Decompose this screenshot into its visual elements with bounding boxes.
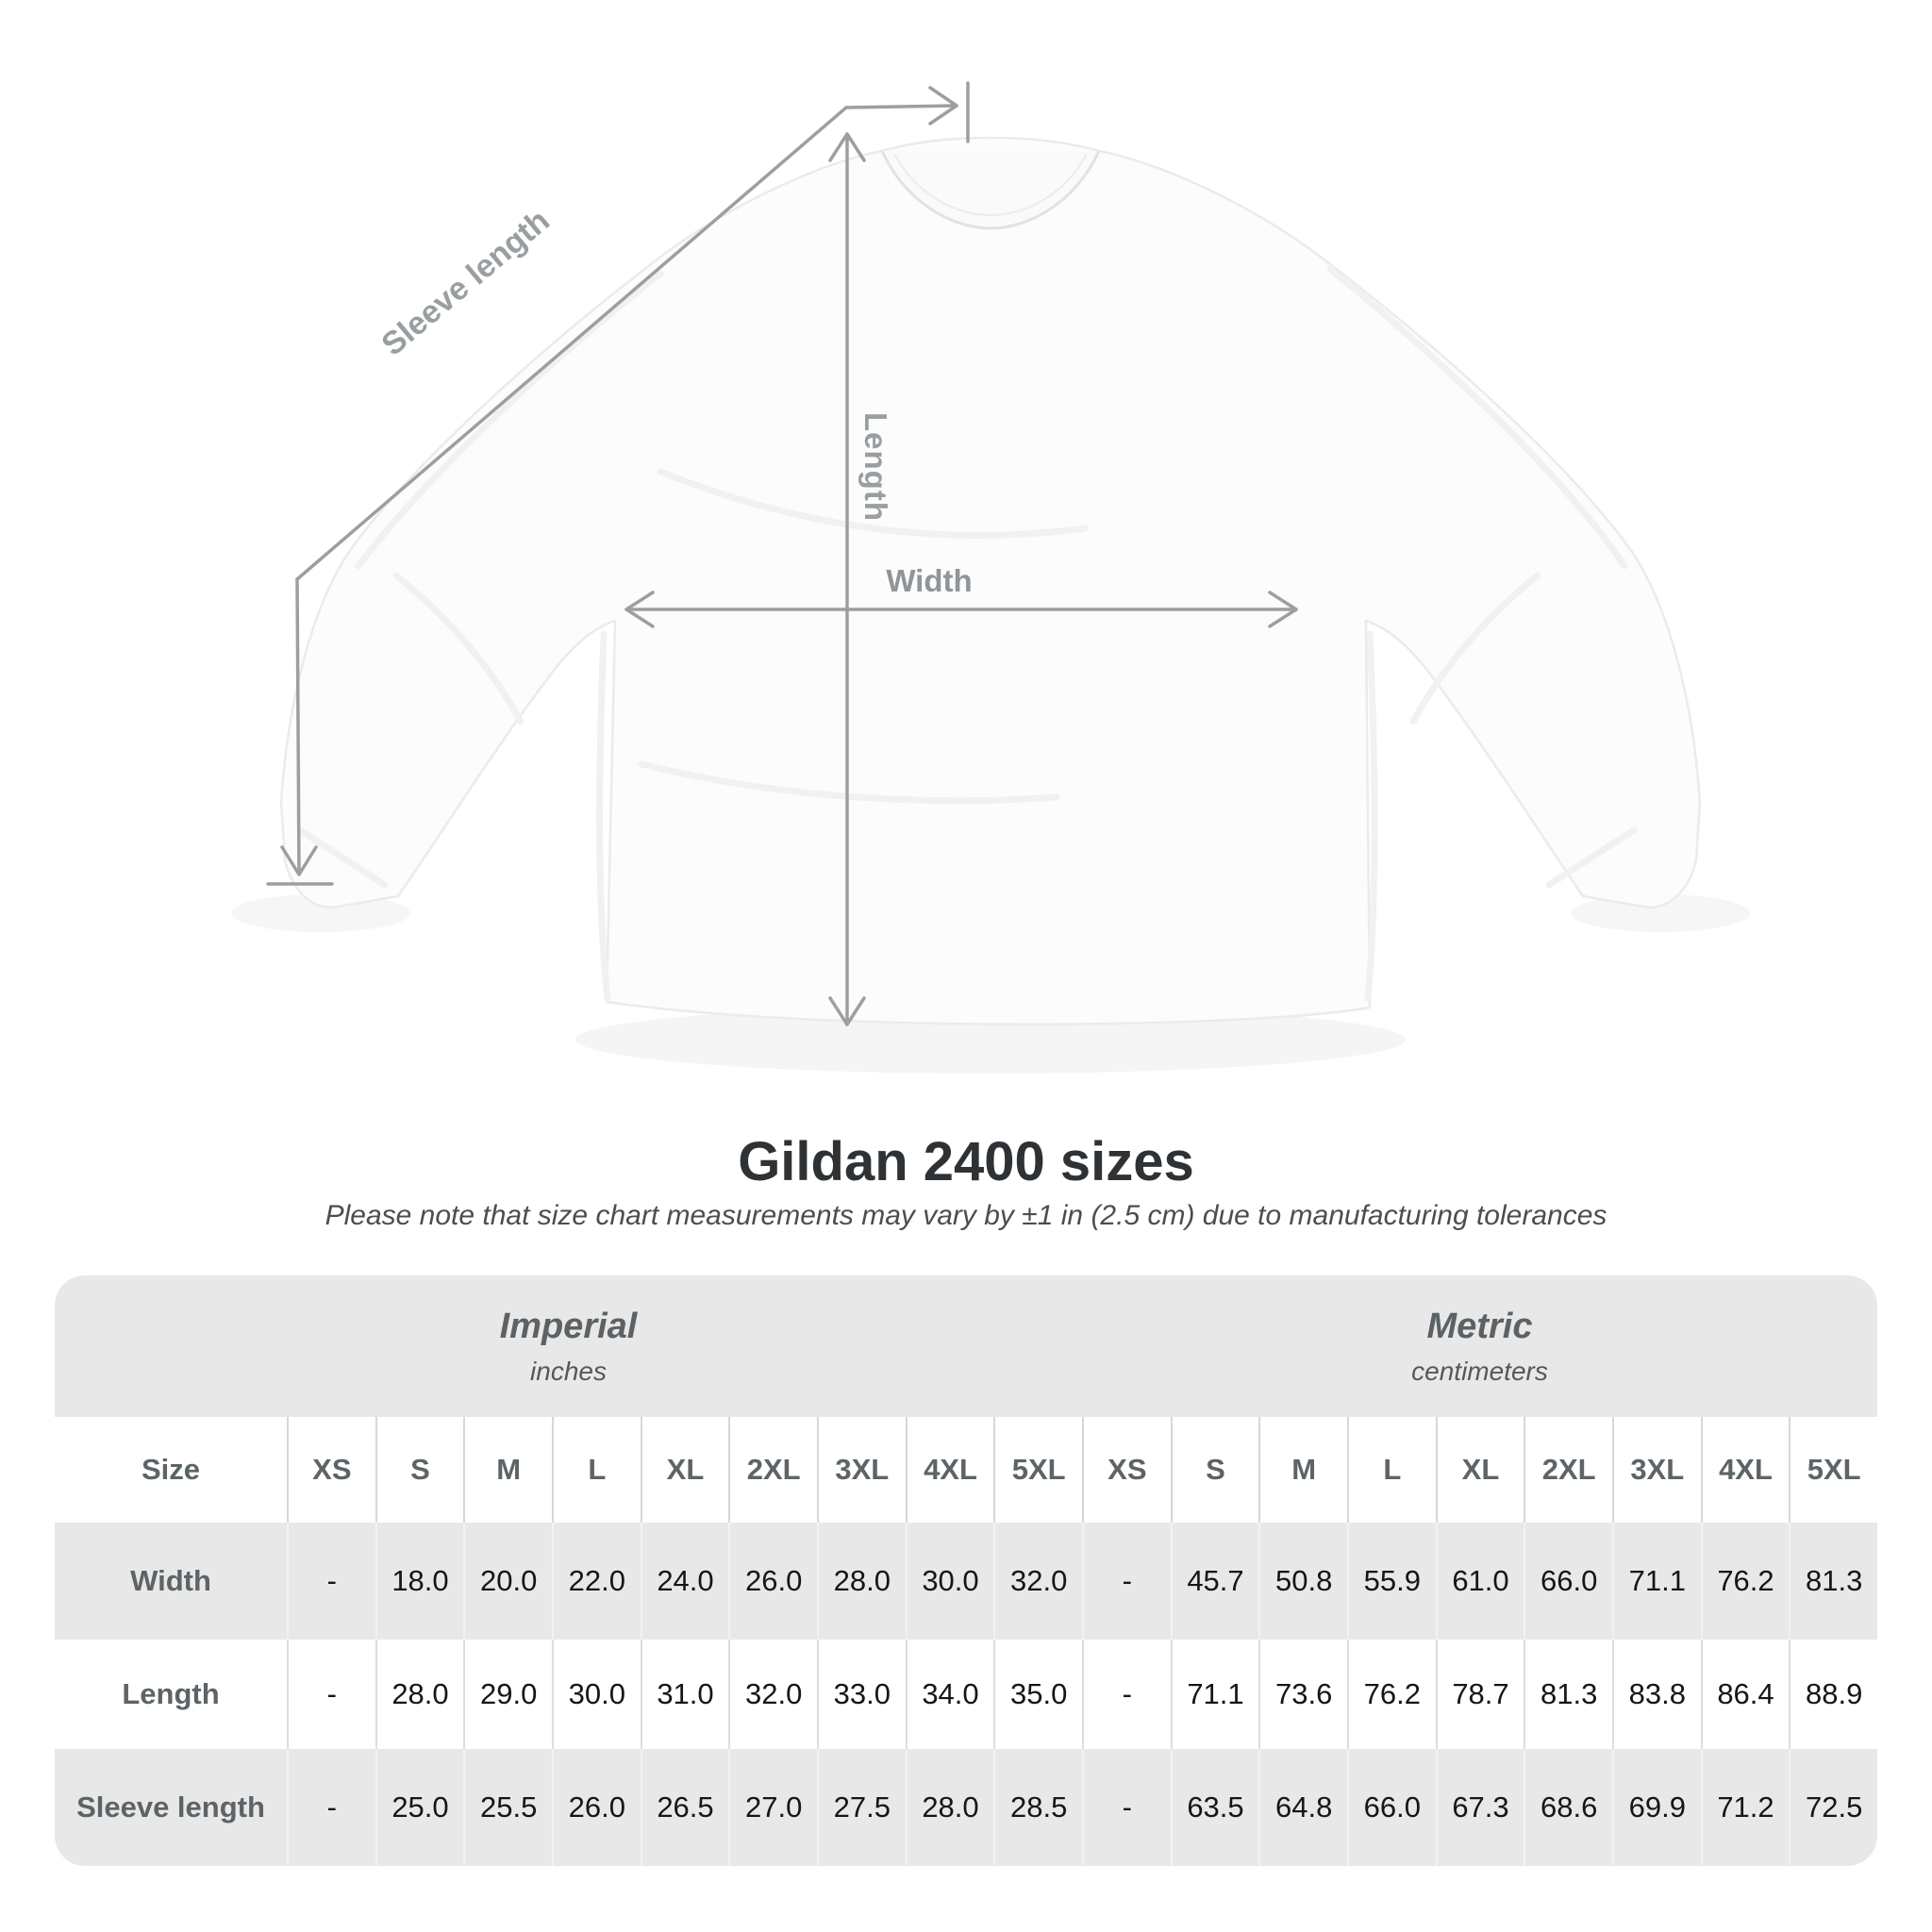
value-cell: 73.6 (1258, 1640, 1347, 1749)
imperial-label: Imperial (499, 1306, 638, 1346)
page-title: Gildan 2400 sizes (738, 1131, 1194, 1192)
value-cell: 81.3 (1789, 1523, 1877, 1640)
length-dimension-label: Length (858, 412, 893, 522)
value-cell: 45.7 (1171, 1523, 1259, 1640)
value-cell: 76.2 (1347, 1640, 1436, 1749)
size-column-header-imperial-l: L (552, 1417, 641, 1523)
table-row (55, 1640, 1877, 1749)
size-table (55, 1275, 1877, 1866)
value-cell: 71.2 (1701, 1749, 1790, 1866)
size-column-header-imperial-3xl: 3XL (817, 1417, 906, 1523)
row-label: Length (122, 1677, 220, 1710)
size-corner-label: Size (141, 1453, 201, 1486)
value-cell: 27.5 (817, 1749, 906, 1866)
value-cell: 68.6 (1524, 1749, 1612, 1866)
imperial-unit-label: inches (530, 1356, 607, 1386)
value-cell: 66.0 (1347, 1749, 1436, 1866)
value-cell: 69.9 (1612, 1749, 1701, 1866)
value-cell: 71.1 (1612, 1523, 1701, 1640)
value-cell: 34.0 (906, 1640, 994, 1749)
value-cell: 78.7 (1436, 1640, 1524, 1749)
size-column-header-imperial-s: S (375, 1417, 464, 1523)
value-cell: 86.4 (1701, 1640, 1790, 1749)
size-column-header-metric-2xl: 2XL (1524, 1417, 1612, 1523)
size-column-header-metric-5xl: 5XL (1789, 1417, 1877, 1523)
value-cell: 88.9 (1789, 1640, 1877, 1749)
value-cell: 72.5 (1789, 1749, 1877, 1866)
value-cell: 31.0 (641, 1640, 729, 1749)
value-cell: 64.8 (1258, 1749, 1347, 1866)
metric-unit-header (1082, 1275, 1877, 1417)
value-cell: 63.5 (1171, 1749, 1259, 1866)
size-column-header-metric-3xl: 3XL (1612, 1417, 1701, 1523)
value-cell: 27.0 (728, 1749, 817, 1866)
value-cell: - (1082, 1640, 1171, 1749)
value-cell: 28.0 (906, 1749, 994, 1866)
size-column-header-imperial-5xl: 5XL (993, 1417, 1082, 1523)
value-cell: 25.5 (463, 1749, 552, 1866)
row-label: Width (130, 1564, 211, 1597)
value-cell: 26.0 (552, 1749, 641, 1866)
size-column-header-metric-xl: XL (1436, 1417, 1524, 1523)
metric-unit-label: centimeters (1411, 1356, 1548, 1386)
size-header-row (55, 1417, 1877, 1523)
size-column-header-metric-m: M (1258, 1417, 1347, 1523)
value-cell: 50.8 (1258, 1523, 1347, 1640)
size-column-header-metric-4xl: 4XL (1701, 1417, 1790, 1523)
value-cell: 28.0 (375, 1640, 464, 1749)
value-cell: 24.0 (641, 1523, 729, 1640)
value-cell: - (287, 1640, 375, 1749)
value-cell: 35.0 (993, 1640, 1082, 1749)
value-cell: 28.0 (817, 1523, 906, 1640)
size-column-header-metric-l: L (1347, 1417, 1436, 1523)
value-cell: 29.0 (463, 1640, 552, 1749)
value-cell: 33.0 (817, 1640, 906, 1749)
table-row (55, 1749, 1877, 1866)
value-cell: 30.0 (552, 1640, 641, 1749)
size-column-header-imperial-m: M (463, 1417, 552, 1523)
value-cell: 55.9 (1347, 1523, 1436, 1640)
value-cell: - (1082, 1523, 1171, 1640)
table-row (55, 1523, 1877, 1640)
value-cell: 25.0 (375, 1749, 464, 1866)
metric-label: Metric (1426, 1306, 1533, 1346)
value-cell: 32.0 (993, 1523, 1082, 1640)
value-cell: 20.0 (463, 1523, 552, 1640)
value-cell: 66.0 (1524, 1523, 1612, 1640)
unit-header-band (55, 1275, 1877, 1417)
table-rows (55, 1523, 1877, 1866)
value-cell: 67.3 (1436, 1749, 1524, 1866)
sleeve-length-dimension-label: Sleeve length (375, 202, 557, 363)
value-cell: 83.8 (1612, 1640, 1701, 1749)
size-column-header-metric-xs: XS (1082, 1417, 1171, 1523)
width-dimension-label: Width (886, 563, 973, 598)
value-cell: - (1082, 1749, 1171, 1866)
value-cell: 26.0 (728, 1523, 817, 1640)
size-column-header-imperial-2xl: 2XL (728, 1417, 817, 1523)
value-cell: 81.3 (1524, 1640, 1612, 1749)
value-cell: 61.0 (1436, 1523, 1524, 1640)
size-column-header-imperial-xl: XL (641, 1417, 729, 1523)
value-cell: 28.5 (993, 1749, 1082, 1866)
value-cell: 32.0 (728, 1640, 817, 1749)
tolerance-note: Please note that size chart measurements may vary by ±1 in (2.5 cm) due to manufacturing tolerances (325, 1200, 1607, 1231)
size-column-header-imperial-xs: XS (287, 1417, 375, 1523)
value-cell: 30.0 (906, 1523, 994, 1640)
row-label: Sleeve length (76, 1790, 265, 1824)
size-column-header-metric-s: S (1171, 1417, 1259, 1523)
value-cell: 76.2 (1701, 1523, 1790, 1640)
value-cell: 71.1 (1171, 1640, 1259, 1749)
value-cell: 22.0 (552, 1523, 641, 1640)
value-cell: 26.5 (641, 1749, 729, 1866)
value-cell: 18.0 (375, 1523, 464, 1640)
size-column-header-imperial-4xl: 4XL (906, 1417, 994, 1523)
imperial-unit-header (55, 1275, 1082, 1417)
value-cell: - (287, 1523, 375, 1640)
value-cell: - (287, 1749, 375, 1866)
